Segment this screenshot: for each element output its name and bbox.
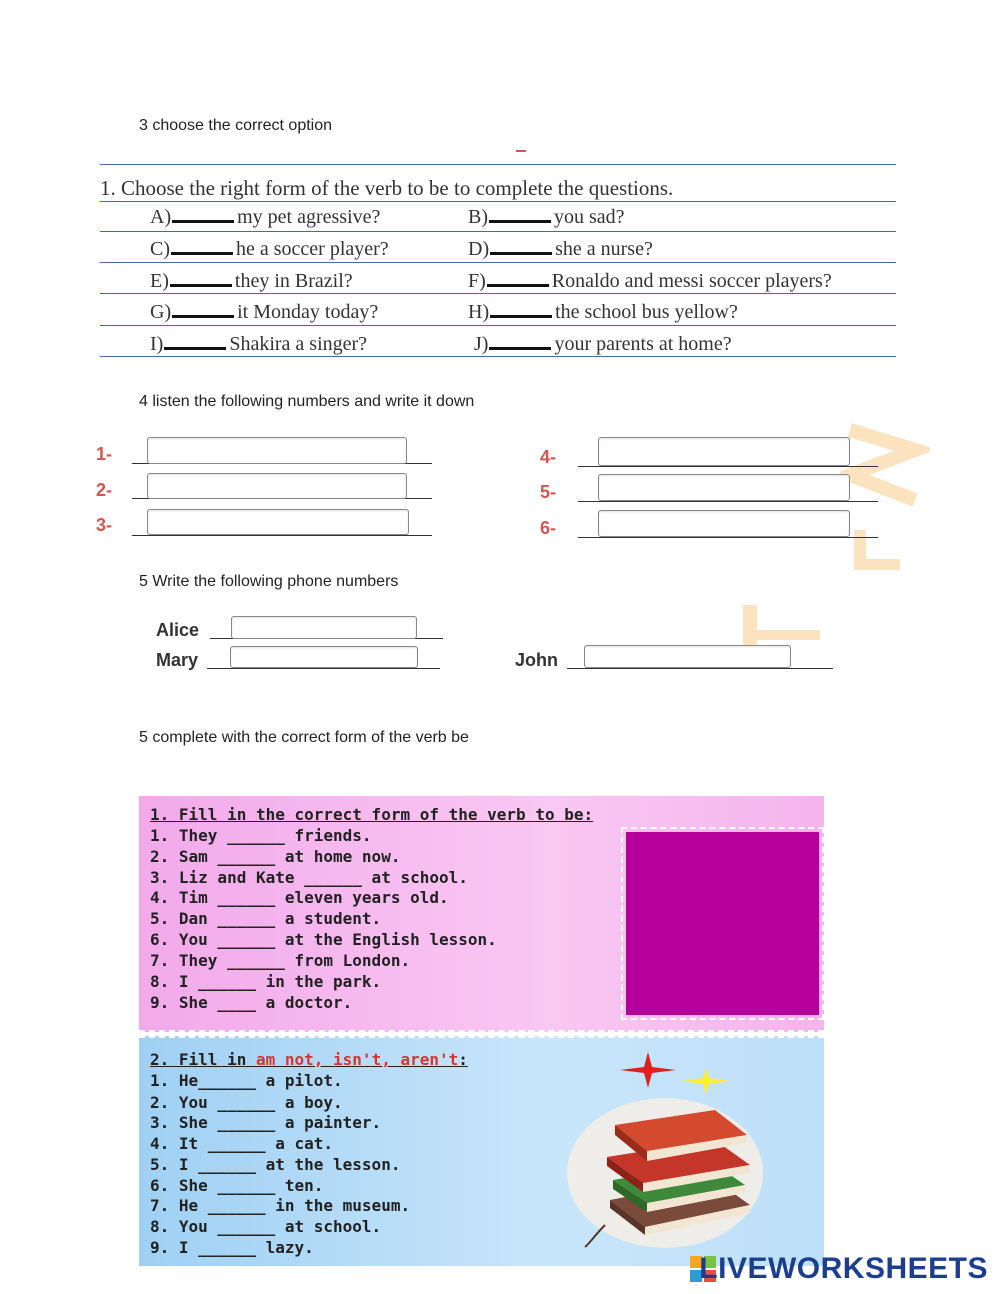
phone-label-mary: Mary xyxy=(156,650,199,670)
rule-line xyxy=(100,356,896,357)
blue-line-9: 9. I ______ lazy. xyxy=(150,1238,314,1257)
pink-line-2: 2. Sam ______ at home now. xyxy=(150,847,401,866)
exercise-1-title: 1. Choose the right form of the verb to be to complete the questions. xyxy=(100,176,674,200)
answer-blank[interactable] xyxy=(490,301,552,318)
books-icon xyxy=(565,1085,765,1250)
rule-line xyxy=(100,164,896,165)
question-d: D) she a nurse? xyxy=(468,238,653,260)
number-label-5: 5- xyxy=(540,482,557,502)
write-line xyxy=(578,466,878,467)
section-3-heading: 3 choose the correct option xyxy=(139,117,333,134)
pink-line-5: 5. Dan ______ a student. xyxy=(150,909,382,928)
question-f: F) Ronaldo and messi soccer players? xyxy=(468,270,832,292)
number-label-1: 1- xyxy=(96,444,113,464)
question-j: J) your parents at home? xyxy=(474,333,732,355)
red-mark xyxy=(516,150,526,152)
blue-line-5: 5. I ______ at the lesson. xyxy=(150,1155,401,1174)
number-label-2: 2- xyxy=(96,480,113,500)
answer-blank[interactable] xyxy=(170,270,232,287)
rule-line xyxy=(100,262,896,263)
write-line xyxy=(578,501,878,502)
pink-exercise-title: 1. Fill in the correct form of the verb to be: xyxy=(150,805,594,824)
rule-line xyxy=(100,293,896,294)
write-line xyxy=(207,668,440,669)
rule-line xyxy=(100,325,896,326)
magenta-image-block xyxy=(626,832,819,1015)
number-input-3[interactable] xyxy=(147,509,409,535)
number-input-2[interactable] xyxy=(147,473,407,499)
pink-line-8: 8. I ______ in the park. xyxy=(150,972,382,991)
phone-label-alice: Alice xyxy=(156,620,200,640)
question-a: A) my pet agressive? xyxy=(150,206,381,228)
question-c: C) he a soccer player? xyxy=(150,238,389,260)
number-label-6: 6- xyxy=(540,518,557,538)
section-4-heading: 4 listen the following numbers and write it down xyxy=(139,393,475,410)
phone-input-alice[interactable] xyxy=(231,616,417,639)
phone-label-john: John xyxy=(515,650,558,670)
question-b: B) you sad? xyxy=(468,206,625,228)
rule-line xyxy=(100,231,896,232)
answer-blank[interactable] xyxy=(171,238,233,255)
pink-line-6: 6. You ______ at the English lesson. xyxy=(150,930,497,949)
blue-line-4: 4. It ______ a cat. xyxy=(150,1134,334,1153)
blue-line-1: 1. He______ a pilot. xyxy=(150,1071,343,1090)
write-line xyxy=(567,668,833,669)
question-i: I) Shakira a singer? xyxy=(150,333,368,355)
question-h: H) the school bus yellow? xyxy=(468,301,738,323)
answer-blank[interactable] xyxy=(489,333,551,350)
pink-line-1: 1. They ______ friends. xyxy=(150,826,372,845)
number-label-4: 4- xyxy=(540,447,557,467)
number-input-5[interactable] xyxy=(598,474,850,501)
question-e: E) they in Brazil? xyxy=(150,270,353,292)
panel-separator xyxy=(139,1036,824,1038)
blue-line-7: 7. He ______ in the museum. xyxy=(150,1196,411,1215)
rule-line xyxy=(100,201,896,202)
blue-exercise-title: 2. Fill in am not, isn't, aren't: xyxy=(150,1050,468,1069)
blue-line-3: 3. She ______ a painter. xyxy=(150,1113,382,1132)
red-star-icon xyxy=(618,1050,678,1090)
question-g: G) it Monday today? xyxy=(150,301,379,323)
watermark-decoration xyxy=(840,420,930,570)
phone-input-john[interactable] xyxy=(584,645,791,668)
pink-line-3: 3. Liz and Kate ______ at school. xyxy=(150,868,468,887)
liveworksheets-logo[interactable]: LIVEWORKSHEETS xyxy=(699,1252,988,1285)
write-line xyxy=(132,535,432,536)
number-input-1[interactable] xyxy=(147,437,407,464)
section-5-heading: 5 Write the following phone numbers xyxy=(139,573,399,590)
pink-line-7: 7. They ______ from London. xyxy=(150,951,411,970)
number-input-4[interactable] xyxy=(598,437,850,466)
write-line xyxy=(578,537,878,538)
pink-line-4: 4. Tim ______ eleven years old. xyxy=(150,888,449,907)
answer-blank[interactable] xyxy=(172,206,234,223)
answer-blank[interactable] xyxy=(490,238,552,255)
blue-line-8: 8. You ______ at school. xyxy=(150,1217,382,1236)
answer-blank[interactable] xyxy=(489,206,551,223)
answer-blank[interactable] xyxy=(172,301,234,318)
blue-line-6: 6. She ______ ten. xyxy=(150,1176,324,1195)
section-6-heading: 5 complete with the correct form of the verb be xyxy=(139,729,469,746)
pink-line-9: 9. She ____ a doctor. xyxy=(150,993,353,1012)
panel-separator xyxy=(139,1030,824,1032)
number-label-3: 3- xyxy=(96,515,113,535)
number-input-6[interactable] xyxy=(598,510,850,537)
answer-blank[interactable] xyxy=(487,270,549,287)
phone-input-mary[interactable] xyxy=(230,646,418,668)
blue-line-2: 2. You ______ a boy. xyxy=(150,1093,343,1112)
answer-blank[interactable] xyxy=(164,333,226,350)
